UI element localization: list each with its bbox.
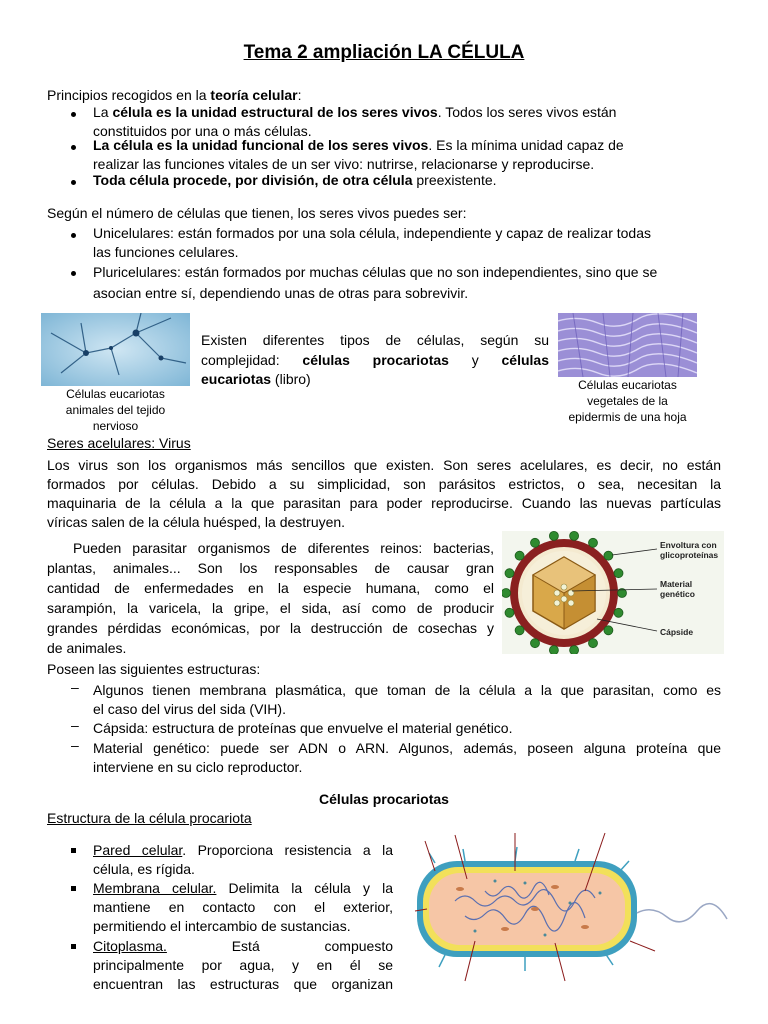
virus-p2-l6: de animales. <box>47 640 127 656</box>
tipos-l2a: complejidad: <box>201 352 303 368</box>
tipos-l1: Existen diferentes tipos de células, según su <box>201 332 549 348</box>
virus-diagram <box>502 531 724 654</box>
numero-1-l2: las funciones celulares. <box>93 244 239 260</box>
principle-1-a: La <box>93 104 113 120</box>
estructura-item-2 <box>93 719 721 738</box>
procariota-1-rest: . Proporciona resistencia a la <box>182 842 393 858</box>
virus-p1-l4: víricas salen de la célula huésped, la destruyen. <box>47 514 346 530</box>
page-title: Tema 2 ampliación LA CÉLULA <box>243 42 525 63</box>
caption-left <box>41 386 190 434</box>
procariota-3-rest: Está compuesto <box>166 938 393 954</box>
procariota-3-l3: encuentran las estructuras que organizan <box>93 976 393 992</box>
caption-left-l1: Células eucariotas <box>66 387 165 401</box>
bullet-icon <box>71 271 76 276</box>
virus-p2-l3: cantidad de enfermedades en la especie humana, como el <box>47 580 494 596</box>
glycoprotein-spike <box>531 639 540 648</box>
estructura-3-l2: interviene en su ciclo reproductor. <box>93 759 303 775</box>
virus-p2-l4: sarampión, la varicela, la gripe, el sida, así como de producir <box>47 600 494 616</box>
glycoprotein-spike <box>589 639 598 648</box>
dash-icon: – <box>71 737 79 753</box>
glycoprotein-spike <box>614 569 623 578</box>
principles-intro-colon: : <box>297 87 302 103</box>
label-envoltura-1: Envoltura con <box>660 540 717 550</box>
tipos-l2b: células procariotas <box>302 352 449 368</box>
principle-3-c: preexistente. <box>412 172 497 188</box>
principle-item-3 <box>93 171 733 190</box>
label-envoltura-2: glicoproteínas <box>660 550 719 560</box>
numero-2-l1: Pluricelulares: están formados por muchas células que no son independientes, sino que se <box>93 264 658 280</box>
glycoprotein-spike <box>604 551 613 560</box>
estructura-item-3 <box>93 739 721 777</box>
glycoprotein-spike <box>549 646 558 654</box>
principle-1-bold: célula es la unidad estructural de los seres vivos <box>112 104 438 120</box>
estructura-1-l2: el caso del virus del sida (VIH). <box>93 701 286 717</box>
label-material-1: Material <box>660 579 693 589</box>
glycoprotein-spike <box>531 538 540 547</box>
virus-p1-l3: maquinaria de la célula a la que parasitan para poder reproducirse. Cuando las nuevas partículas <box>47 495 721 511</box>
neuron-cells-photo <box>41 313 190 386</box>
glycoprotein-spike <box>515 626 524 635</box>
glycoprotein-spike <box>604 626 613 635</box>
glycoprotein-spike <box>502 589 511 598</box>
caption-left-l2: animales del tejido <box>65 403 166 417</box>
bullet-square-icon <box>71 848 76 853</box>
virus-p2-l1: Pueden parasitar organismos de diferentes reinos: bacterias, <box>73 540 494 556</box>
glycoprotein-spike <box>589 538 598 547</box>
estructura-2-l1: Cápsida: estructura de proteínas que envuelve el material genético. <box>93 720 513 736</box>
procariota-2-term: Membrana celular. <box>93 880 217 896</box>
procariota-2-first <box>93 879 393 898</box>
procariota-2-l3: permitiendo el intercambio de sustancias. <box>93 918 351 934</box>
caption-right-l3: epidermis de una hoja <box>568 410 687 424</box>
numero-item-1 <box>93 224 723 262</box>
estructura-3-l1: Material genético: puede ser ADN o ARN. Algunos, además, poseen alguna proteína que <box>93 740 721 756</box>
caption-right <box>558 377 697 425</box>
label-material-2: genético <box>660 589 695 599</box>
glycoprotein-spike <box>614 608 623 617</box>
principle-2-c: . Es la mínima unidad capaz de <box>428 137 624 153</box>
plant-cells-photo <box>558 313 697 377</box>
caption-right-l1: Células eucariotas <box>578 378 677 392</box>
principle-2-bold: La célula es la unidad funcional de los seres vivos <box>93 137 429 153</box>
virus-p1-l2: formados por células. Debido a su simplicidad, son parásitos estrictos, o sea, necesitan la <box>47 476 721 492</box>
bullet-icon <box>71 145 76 150</box>
virus-p2-l2: plantas, animales... Son los responsables de causar gran <box>47 560 494 576</box>
tipos-l3a: eucariotas <box>201 371 272 387</box>
procariota-2-rest: Delimita la célula y la <box>216 880 393 896</box>
bullet-icon <box>71 233 76 238</box>
principle-1-c: . Todos los seres vivos están <box>437 104 617 120</box>
estructura-item-1 <box>93 681 721 719</box>
procariotas-heading: Células procariotas <box>319 791 449 807</box>
label-capside: Cápside <box>660 627 694 637</box>
glycoprotein-spike <box>505 569 514 578</box>
procariota-3-l2: principalmente por agua, y en él se <box>93 957 393 973</box>
procariota-1-term: Pared celular <box>93 842 183 858</box>
bullet-icon <box>71 112 76 117</box>
bullet-icon <box>71 180 76 185</box>
dash-icon: – <box>71 717 79 733</box>
tipos-l3b: (libro) <box>271 371 311 387</box>
caption-right-l2: vegetales de la <box>587 394 668 408</box>
prokaryote-cell-diagram <box>405 831 735 988</box>
procariota-item-3 <box>93 937 393 994</box>
tipos-l3 <box>201 370 549 389</box>
glycoprotein-spike <box>505 608 514 617</box>
bullet-square-icon <box>71 886 76 891</box>
virus-svg <box>502 531 724 654</box>
dash-icon: – <box>71 679 79 695</box>
glycoprotein-spike <box>549 531 558 540</box>
virus-p1 <box>47 456 721 532</box>
principle-2-d: realizar las funciones vitales de un ser vivo: nutrirse, relacionarse y reproducirse. <box>93 156 595 172</box>
glycoprotein-spike <box>570 646 579 654</box>
principles-intro-bold: teoría celular <box>210 87 298 103</box>
numero-1-l1: Unicelulares: están formados por una sola célula, independiente y capaz de realizar todas <box>93 225 652 241</box>
principle-item-2 <box>93 136 733 174</box>
numero-intro: Según el número de células que tienen, los seres vivos puedes ser: <box>47 205 467 221</box>
procariota-2-l2: mantiene en contacto con el exterior, <box>93 899 393 915</box>
virus-p2-l5: grandes pérdidas económicas, por la destrucción de cosechas y <box>47 620 494 636</box>
numero-2-l2: asocian entre sí, dependiendo unas de otras para sobrevivir. <box>93 285 469 301</box>
glycoprotein-spike <box>515 551 524 560</box>
tipos-text <box>201 331 549 389</box>
principle-3-bold: Toda célula procede, por división, de otra célula <box>93 172 413 188</box>
procariota-1-first <box>93 841 393 860</box>
procariotas-subheading: Estructura de la célula procariota <box>47 810 252 826</box>
virus-heading: Seres acelulares: Virus <box>47 435 191 451</box>
glycoprotein-spike <box>570 531 579 540</box>
procariota-item-1 <box>93 841 393 879</box>
principle-1-d: constituidos por una o más células. <box>93 123 312 139</box>
caption-left-l3: nervioso <box>92 419 139 433</box>
procariota-3-term: Citoplasma. <box>93 938 167 954</box>
principles-intro-text: Principios recogidos en la <box>47 87 211 103</box>
tipos-l2d: células <box>501 352 549 368</box>
bullet-square-icon <box>71 944 76 949</box>
virus-p1-l1: Los virus son los organismos más sencillos que existen. Son seres acelulares, es decir, no están <box>47 457 721 473</box>
procariota-1-l2: célula, es rígida. <box>93 861 195 877</box>
tipos-l2c: y <box>448 352 502 368</box>
estructuras-intro: Poseen las siguientes estructuras: <box>47 661 261 677</box>
estructura-1-l1: Algunos tienen membrana plasmática, que toman de la célula a la que parasitan, como es <box>93 682 721 698</box>
numero-item-2 <box>93 263 723 303</box>
procariota-item-2 <box>93 879 393 936</box>
tipos-l2 <box>201 351 549 370</box>
procariota-3-first <box>93 937 393 956</box>
virus-p2 <box>47 539 494 658</box>
